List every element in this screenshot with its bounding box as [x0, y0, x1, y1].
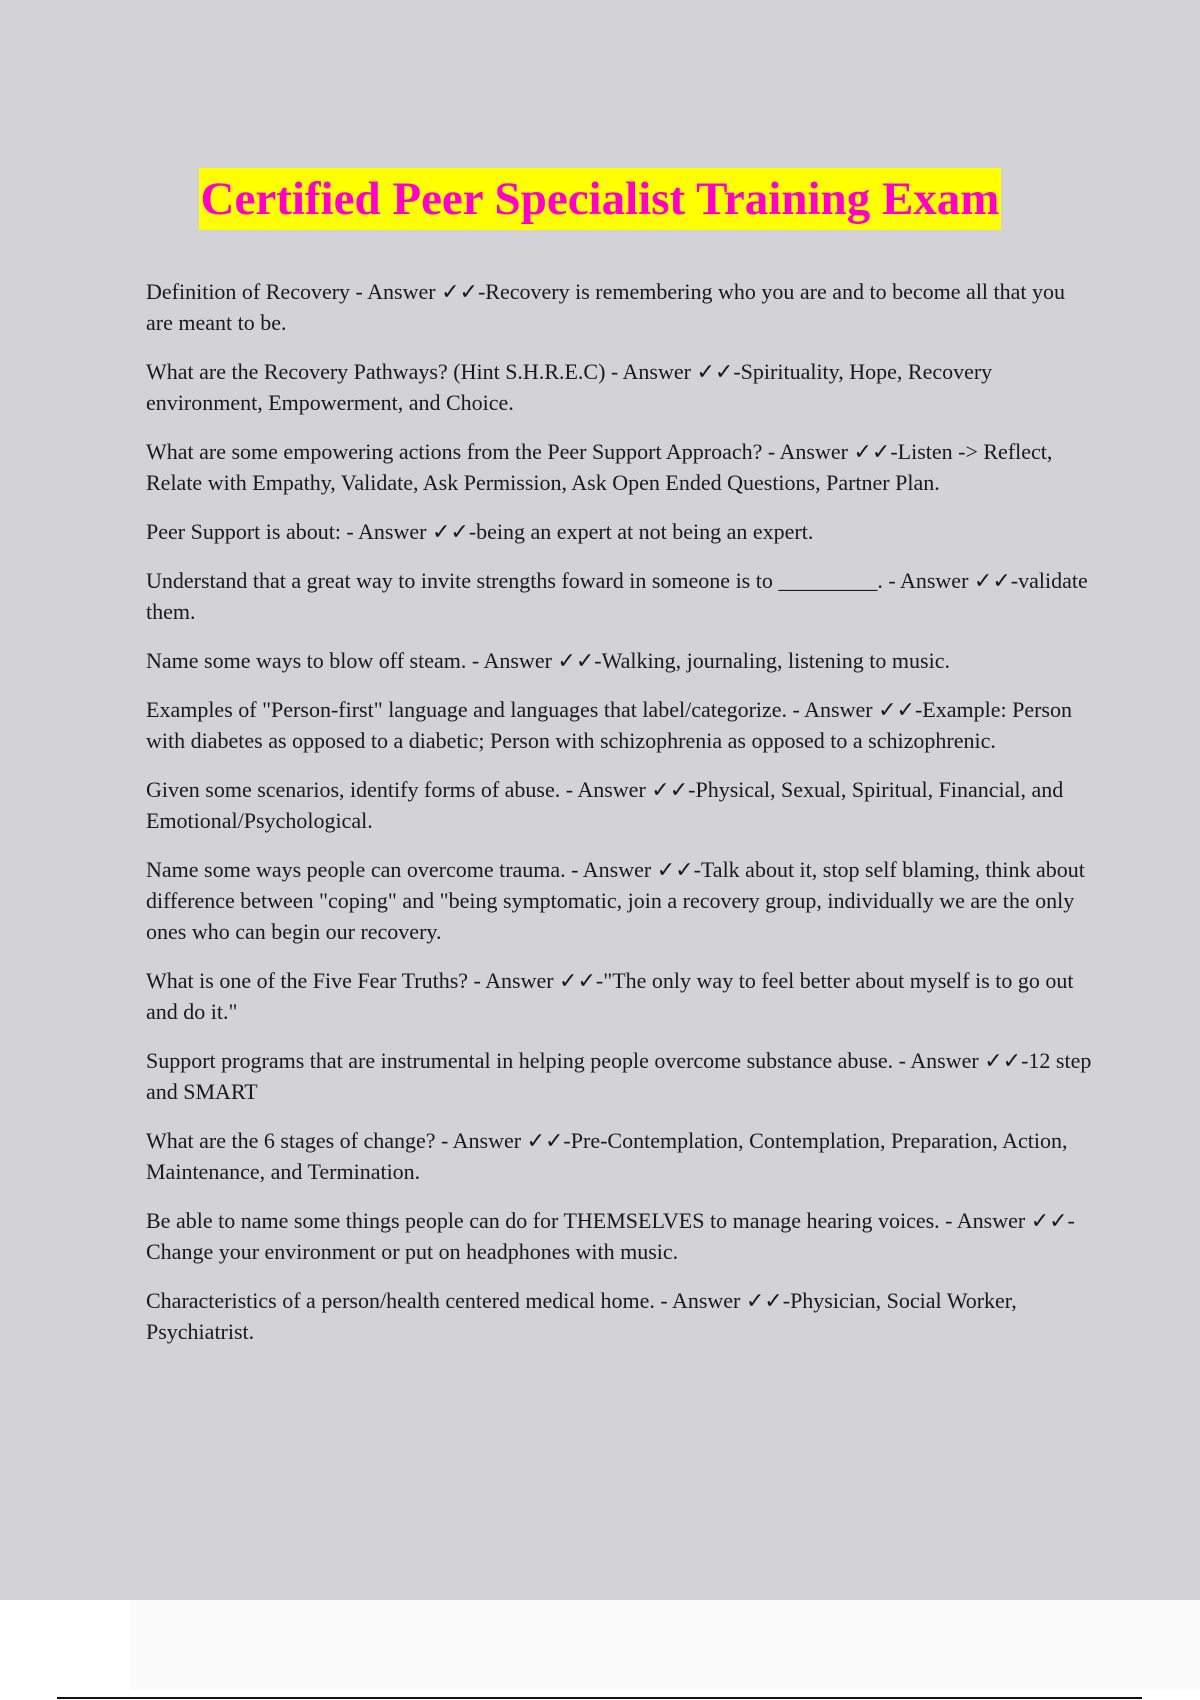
qa-item-5: Understand that a great way to invite strengths foward in someone is to _________. - Answer ✓✓-validate them.: [146, 568, 1088, 624]
qa-list: [146, 276, 1092, 1365]
qa-item-13: Be able to name some things people can do for THEMSELVES to manage hearing voices. - Answer ✓✓-Change your environment or put on headphones with music.: [146, 1208, 1075, 1264]
footer-divider: [57, 1697, 1142, 1699]
qa-item-8: Given some scenarios, identify forms of abuse. - Answer ✓✓-Physical, Sexual, Spiritual, Financial, and Emotional/Psychological.: [146, 777, 1064, 833]
qa-item-1: Definition of Recovery - Answer ✓✓-Recovery is remembering who you are and to become all that you are meant to be.: [146, 279, 1066, 335]
qa-item-12: What are the 6 stages of change? - Answer ✓✓-Pre-Contemplation, Contemplation, Preparation, Action, Maintenance, and Termination.: [146, 1128, 1068, 1184]
qa-item-7: Examples of "Person-first" language and languages that label/categorize. - Answer ✓✓-Example: Person with diabetes as opposed to a diabetic; Person with schizophrenia as opposed to a schizophrenic.: [146, 697, 1072, 753]
qa-item-11: Support programs that are instrumental in helping people overcome substance abuse. - Answer ✓✓-12 step and SMART: [146, 1048, 1092, 1104]
qa-item-4: Peer Support is about: - Answer ✓✓-being an expert at not being an expert.: [146, 519, 814, 544]
qa-item-9: Name some ways people can overcome trauma. - Answer ✓✓-Talk about it, stop self blaming, think about difference between "coping" and "being symptomatic, join a recovery group, individually we are the only ones who can begin our recovery.: [146, 857, 1085, 944]
title-container: [0, 168, 1200, 230]
qa-item-14: Characteristics of a person/health centered medical home. - Answer ✓✓-Physician, Social Worker, Psychiatrist.: [146, 1288, 1017, 1344]
qa-item-3: What are some empowering actions from the Peer Support Approach? - Answer ✓✓-Listen -> Reflect, Relate with Empathy, Validate, Ask Permission, Ask Open Ended Questions, Partner Plan.: [146, 439, 1053, 495]
qa-item-10: What is one of the Five Fear Truths? - Answer ✓✓-"The only way to feel better about myself is to go out and do it.": [146, 968, 1074, 1024]
qa-item-6: Name some ways to blow off steam. - Answer ✓✓-Walking, journaling, listening to music.: [146, 648, 950, 673]
qa-item-2: What are the Recovery Pathways? (Hint S.H.R.E.C) - Answer ✓✓-Spirituality, Hope, Recovery environment, Empowerment, and Choice.: [146, 359, 993, 415]
footer-band: [130, 1600, 1200, 1690]
document-title: Certified Peer Specialist Training Exam: [199, 168, 1002, 230]
